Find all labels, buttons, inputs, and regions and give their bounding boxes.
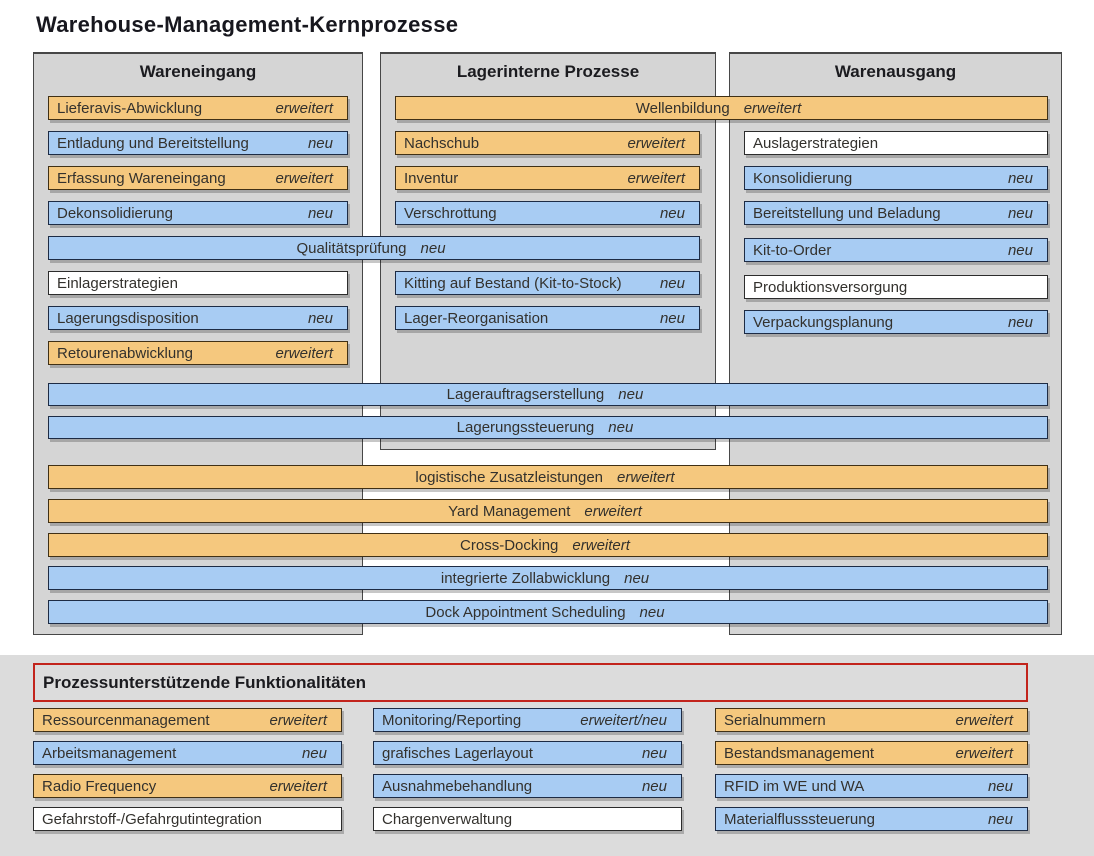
status-label: neu — [641, 744, 667, 762]
status-label: neu — [1007, 204, 1033, 222]
bar-lagerungssteuerung — [48, 416, 1048, 439]
status-label: neu — [307, 134, 333, 152]
box-entladung-und-bereitstellung — [48, 131, 348, 155]
status-label: erweitert — [955, 744, 1013, 762]
box-label: Ausnahmebehandlung — [382, 777, 533, 795]
box-kitting-auf-bestand — [395, 271, 700, 295]
box-label: Gefahrstoff-/Gefahrgutintegration — [42, 810, 262, 828]
box-erfassung-wareneingang — [48, 166, 348, 190]
status-label: erweitert — [572, 536, 630, 554]
status-label: erweitert — [275, 169, 333, 187]
box-label: Arbeitsmanagement — [42, 744, 177, 762]
status-label: erweitert — [275, 344, 333, 362]
status-label: erweitert — [955, 711, 1013, 729]
box-label: Bestandsmanagement — [724, 744, 875, 762]
bar-label: Wellenbildung — [635, 99, 730, 117]
box-bereitstellung-und-beladung — [744, 201, 1048, 225]
bar-label: integrierte Zollabwicklung — [440, 569, 611, 587]
box-bestandsmanagement — [715, 741, 1028, 765]
status-label: neu — [1007, 169, 1033, 187]
box-label: Retourenabwicklung — [57, 344, 193, 362]
box-label: Kitting auf Bestand (Kit-to-Stock) — [404, 274, 622, 292]
box-radio-frequency — [33, 774, 342, 798]
box-label: Radio Frequency — [42, 777, 157, 795]
status-label: neu — [987, 777, 1013, 795]
status-label: erweitert — [627, 134, 685, 152]
box-label: RFID im WE und WA — [724, 777, 865, 795]
box-label: grafisches Lagerlayout — [382, 744, 533, 762]
box-label: Erfassung Wareneingang — [57, 169, 226, 187]
page-title: Warehouse-Management-Kernprozesse — [36, 12, 459, 37]
box-grafisches-lagerlayout — [373, 741, 682, 765]
box-label: Ressourcenmanagement — [42, 711, 210, 729]
status-label: neu — [659, 204, 685, 222]
status-label: neu — [659, 309, 685, 327]
box-label: Auslagerstrategien — [753, 134, 879, 152]
status-label: erweitert — [269, 777, 327, 795]
bar-label: logistische Zusatzleistungen — [415, 468, 604, 486]
box-ausnahmebehandlung — [373, 774, 682, 798]
bar-wellenbildung — [395, 96, 1048, 120]
bar-qualitaetspruefung — [48, 236, 700, 260]
box-label: Materialflusssteuerung — [724, 810, 875, 828]
box-einlagerstrategien — [48, 271, 348, 295]
panel-header-lagerinterne-prozesse: Lagerinterne Prozesse — [456, 62, 640, 81]
bar-label: Cross-Docking — [460, 536, 559, 554]
bar-logistische-zusatzleistungen — [48, 465, 1048, 489]
box-label: Produktionsversorgung — [753, 278, 908, 296]
box-dekonsolidierung — [48, 201, 348, 225]
box-label: Einlagerstrategien — [57, 274, 178, 292]
bar-yard-management — [48, 499, 1048, 523]
status-label: erweitert/neu — [580, 711, 667, 729]
status-label: neu — [641, 777, 667, 795]
status-label: erweitert — [584, 502, 642, 520]
box-auslagerstrategien — [744, 131, 1048, 155]
box-serialnummern — [715, 708, 1028, 732]
status-label: neu — [1007, 241, 1033, 259]
status-label: erweitert — [627, 169, 685, 187]
box-label: Lager-Reorganisation — [404, 309, 549, 327]
status-label: erweitert — [617, 468, 675, 486]
bar-integrierte-zollabwicklung — [48, 566, 1048, 590]
bar-label: Qualitätsprüfung — [296, 239, 407, 257]
box-retourenabwicklung — [48, 341, 348, 365]
status-label: neu — [608, 419, 634, 436]
panel-header-warenausgang: Warenausgang — [834, 62, 957, 81]
box-lagerungsdisposition — [48, 306, 348, 330]
status-label: neu — [301, 744, 327, 762]
status-label: neu — [307, 309, 333, 327]
status-label: neu — [307, 204, 333, 222]
box-konsolidierung — [744, 166, 1048, 190]
box-label: Kit-to-Order — [753, 241, 832, 259]
box-label: Monitoring/Reporting — [382, 711, 522, 729]
box-verschrottung — [395, 201, 700, 225]
box-rfid-im-we-und-wa — [715, 774, 1028, 798]
box-label: Inventur — [404, 169, 459, 187]
bar-lagerauftragserstellung — [48, 383, 1048, 406]
status-label: neu — [987, 810, 1013, 828]
status-label: erweitert — [275, 99, 333, 117]
bar-dock-appointment-scheduling — [48, 600, 1048, 624]
box-label: Lagerungsdisposition — [57, 309, 199, 327]
bar-cross-docking — [48, 533, 1048, 557]
status-label: neu — [624, 569, 650, 587]
status-label: erweitert — [743, 99, 802, 117]
status-label: neu — [618, 386, 644, 403]
box-label: Entladung und Bereitstellung — [57, 134, 249, 152]
box-inventur — [395, 166, 700, 190]
box-label: Verpackungsplanung — [753, 313, 894, 331]
box-kit-to-order — [744, 238, 1048, 262]
box-monitoring-reporting — [373, 708, 682, 732]
bar-label: Yard Management — [448, 502, 571, 520]
box-label: Chargenverwaltung — [382, 810, 513, 828]
status-label: neu — [420, 239, 446, 257]
box-label: Lieferavis-Abwicklung — [57, 99, 203, 117]
status-label: neu — [659, 274, 685, 292]
box-label: Bereitstellung und Beladung — [753, 204, 941, 222]
bar-label: Dock Appointment Scheduling — [425, 603, 626, 621]
box-chargenverwaltung — [373, 807, 682, 831]
box-nachschub — [395, 131, 700, 155]
box-gefahrstoff-gefahrgutintegration — [33, 807, 342, 831]
status-label: neu — [1007, 313, 1033, 331]
box-arbeitsmanagement — [33, 741, 342, 765]
box-materialflusssteuerung — [715, 807, 1028, 831]
box-ressourcenmanagement — [33, 708, 342, 732]
status-label: neu — [639, 603, 665, 621]
box-produktionsversorgung — [744, 275, 1048, 299]
support-title-box — [33, 663, 1028, 702]
box-verpackungsplanung — [744, 310, 1048, 334]
status-label: erweitert — [269, 711, 327, 729]
box-label: Dekonsolidierung — [57, 204, 173, 222]
box-lieferavis-abwicklung — [48, 96, 348, 120]
box-label: Serialnummern — [724, 711, 826, 729]
support-title: Prozessunterstützende Funktionalitäten — [43, 672, 367, 692]
box-label: Nachschub — [404, 134, 480, 152]
box-label: Verschrottung — [404, 204, 497, 222]
panel-header-wareneingang: Wareneingang — [139, 62, 257, 81]
bar-label: Lagerauftragserstellung — [446, 386, 605, 403]
bar-label: Lagerungssteuerung — [456, 419, 595, 436]
box-label: Konsolidierung — [753, 169, 853, 187]
box-lager-reorganisation — [395, 306, 700, 330]
